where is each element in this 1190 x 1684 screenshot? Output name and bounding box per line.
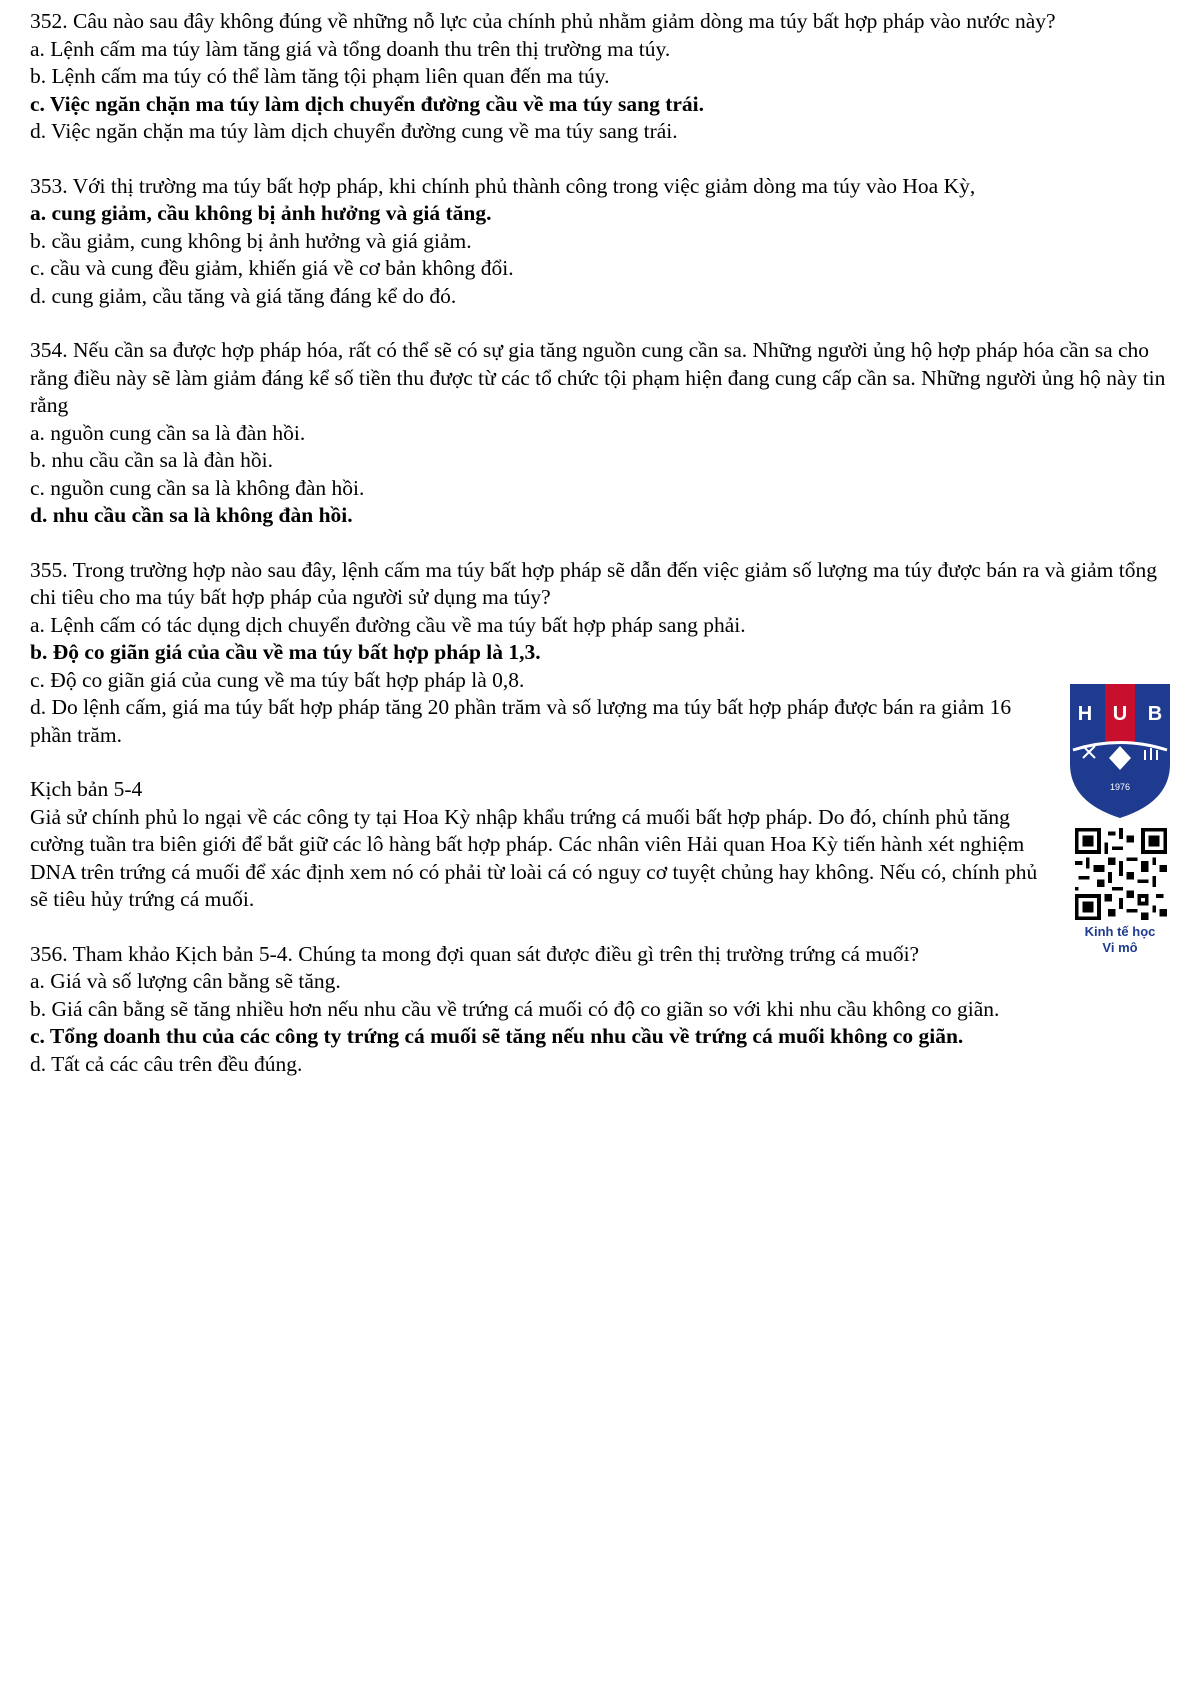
course-subject: Vi mô	[1102, 940, 1138, 955]
logo-letter-b: B	[1147, 703, 1163, 725]
question-stem: 354. Nếu cần sa được hợp pháp hóa, rất có thể sẽ có sự gia tăng nguồn cung cần sa. Những người ủng hộ hợp pháp hóa cần sa cho rằng điều này sẽ làm giảm đáng kể số tiền thu được từ các tổ chức tội phạm hiện đang cung cấp cần sa. Những người ủng hộ này tin rằng	[30, 338, 1166, 417]
option-c: c. Độ co giãn giá của cung về ma túy bất hợp pháp là 0,8.	[30, 667, 525, 692]
question-354	[30, 337, 1170, 530]
question-stem: 353. Với thị trường ma túy bất hợp pháp, khi chính phủ thành công trong việc giảm dòng ma túy vào Hoa Kỳ,	[30, 173, 976, 198]
qr-code-icon[interactable]	[1075, 828, 1167, 920]
course-branding	[1065, 680, 1175, 960]
option-b: b. Giá cân bằng sẽ tăng nhiều hơn nếu nhu cầu về trứng cá muối có độ co giãn so với khi nhu cầu không co giãn.	[30, 996, 1000, 1021]
option-b: b. Lệnh cấm ma túy có thể làm tăng tội phạm liên quan đến ma túy.	[30, 64, 610, 88]
logo-letter-u: U	[1112, 703, 1128, 725]
course-title: Kinh tế học	[1084, 924, 1156, 939]
option-c-answer: c. Tổng doanh thu của các công ty trứng cá muối sẽ tăng nếu nhu cầu về trứng cá muối không co giãn.	[30, 1024, 964, 1048]
option-d: d. Tất cả các câu trên đều đúng.	[30, 1051, 303, 1076]
option-c: c. cầu và cung đều giảm, khiến giá về cơ bản không đổi.	[30, 256, 514, 280]
option-b: b. nhu cầu cần sa là đàn hồi.	[30, 448, 273, 472]
option-a: a. Giá và số lượng cân bằng sẽ tăng.	[30, 969, 341, 993]
scenario-body: Giả sử chính phủ lo ngại về các công ty tại Hoa Kỳ nhập khẩu trứng cá muối bất hợp pháp. Do đó, chính phủ tăng cường tuần tra biên giới để bắt giữ các lô hàng bất hợp pháp. Các nhân viên Hải quan Hoa Kỳ tiến hành xét nghiệm DNA trên trứng cá muối để xác định xem nó có phải từ loài cá có nguy cơ tuyệt chủng hay không. Nếu có, chính phủ sẽ tiêu hủy trứng cá muối.	[30, 804, 1038, 911]
university-shield-icon	[1065, 680, 1175, 820]
logo-year: 1976	[1109, 782, 1131, 792]
question-stem: 352. Câu nào sau đây không đúng về những nỗ lực của chính phủ nhằm giảm dòng ma túy bất hợp pháp vào nước này?	[30, 9, 1056, 33]
option-a: a. nguồn cung cần sa là đàn hồi.	[30, 420, 306, 445]
option-a: a. Lệnh cấm ma túy làm tăng giá và tổng doanh thu trên thị trường ma túy.	[30, 36, 671, 61]
scenario-5-4	[30, 776, 1170, 914]
option-d: d. cung giảm, cầu tăng và giá tăng đáng kể do đó.	[30, 283, 457, 308]
question-353	[30, 173, 1170, 311]
option-c: c. nguồn cung cần sa là không đàn hồi.	[30, 475, 365, 500]
document-page	[30, 8, 1170, 1105]
logo-letter-h: H	[1077, 703, 1093, 725]
option-c-answer: c. Việc ngăn chặn ma túy làm dịch chuyển đường cầu về ma túy sang trái.	[30, 91, 705, 116]
option-d: d. Do lệnh cấm, giá ma túy bất hợp pháp tăng 20 phần trăm và số lượng ma túy bất hợp pháp được bán ra giảm 16 phần trăm.	[30, 695, 1012, 747]
question-352	[30, 8, 1170, 146]
option-b-answer: b. Độ co giãn giá của cầu về ma túy bất hợp pháp là 1,3.	[30, 640, 541, 664]
option-a: a. Lệnh cấm có tác dụng dịch chuyển đường cầu về ma túy bất hợp pháp sang phải.	[30, 612, 746, 637]
option-d-answer: d. nhu cầu cần sa là không đàn hồi.	[30, 503, 353, 527]
question-355	[30, 557, 1170, 750]
option-b: b. cầu giảm, cung không bị ảnh hưởng và giá giảm.	[30, 228, 472, 253]
question-stem: 356. Tham khảo Kịch bản 5-4. Chúng ta mong đợi quan sát được điều gì trên thị trường trứng cá muối?	[30, 941, 920, 966]
question-356	[30, 941, 1170, 1079]
scenario-title: Kịch bản 5-4	[30, 777, 143, 801]
question-stem: 355. Trong trường hợp nào sau đây, lệnh cấm ma túy bất hợp pháp sẽ dẫn đến việc giảm số lượng ma túy được bán ra và giảm tổng chi tiêu cho ma túy bất hợp pháp của người sử dụng ma túy?	[30, 557, 1157, 609]
option-d: d. Việc ngăn chặn ma túy làm dịch chuyển đường cung về ma túy sang trái.	[30, 119, 678, 143]
option-a-answer: a. cung giảm, cầu không bị ảnh hưởng và giá tăng.	[30, 201, 492, 225]
